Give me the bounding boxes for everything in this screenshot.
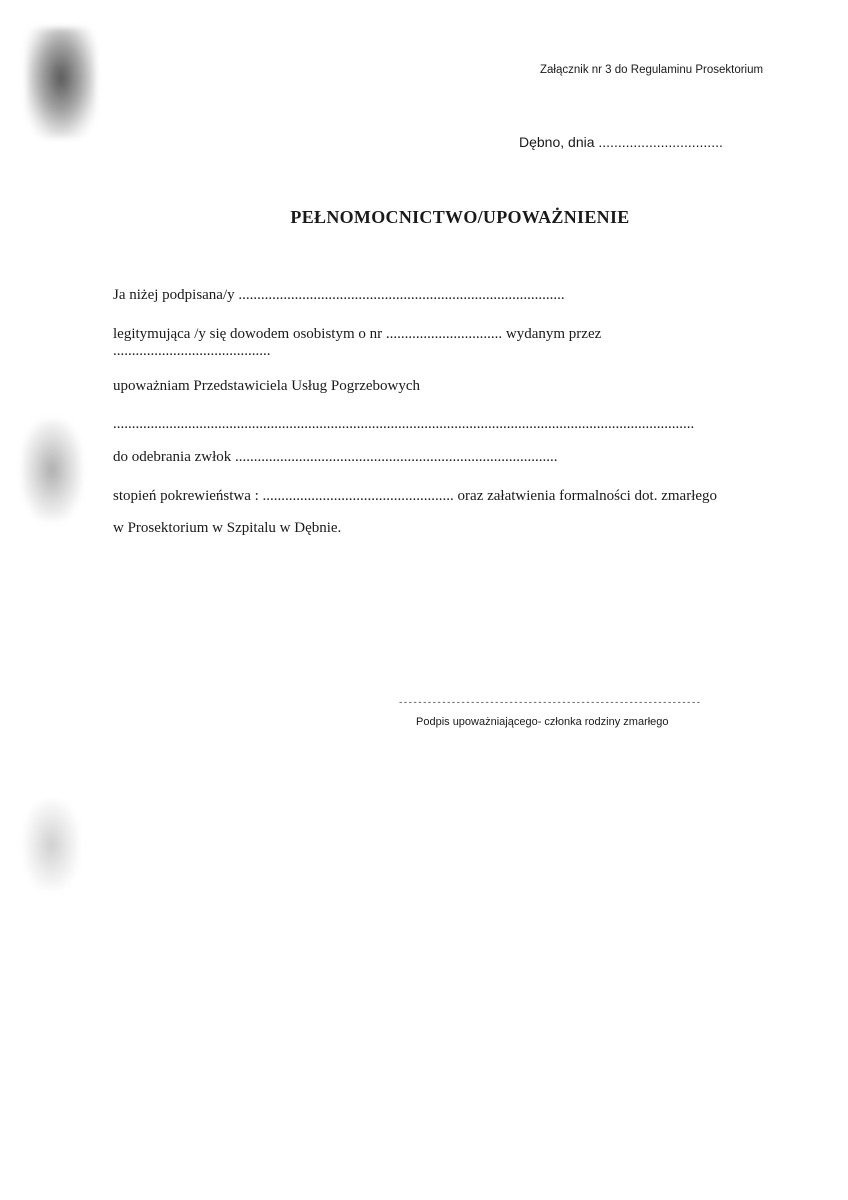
kinship-line: stopień pokrewieństwa : ................................................... oraz załatwienia formalności dot. zmarłego <box>113 488 718 504</box>
issued-by-line: .......................................... <box>113 343 271 359</box>
scan-smudge <box>24 800 79 890</box>
document-title: PEŁNOMOCNICTWO/UPOWAŻNIENIE <box>290 207 630 227</box>
id-document-line: legitymująca /y się dowodem osobistym o nr ............................... wydanym przez <box>113 326 602 342</box>
signer-name-line: Ja niżej podpisana/y ....................................................................................... <box>113 287 565 303</box>
place-date-field: Dębno, dnia ................................ <box>519 134 723 150</box>
signature-line: --------------------------------------------------------------- <box>398 698 701 708</box>
location-line: w Prosektorium w Szpitalu w Dębnie. <box>113 520 342 536</box>
authorization-line: upoważniam Przedstawiciela Usług Pogrzebowych <box>113 378 420 394</box>
scan-smudge <box>22 420 82 520</box>
scan-smudge <box>26 28 96 138</box>
annex-label: Załącznik nr 3 do Regulaminu Prosektorium <box>540 64 764 76</box>
signature-caption: Podpis upoważniającego- członka rodziny zmarłego <box>416 716 669 728</box>
representative-name-line: ........................................................................................................................................................... <box>113 416 695 432</box>
body-receipt-line: do odebrania zwłok ...................................................................................... <box>113 449 558 465</box>
